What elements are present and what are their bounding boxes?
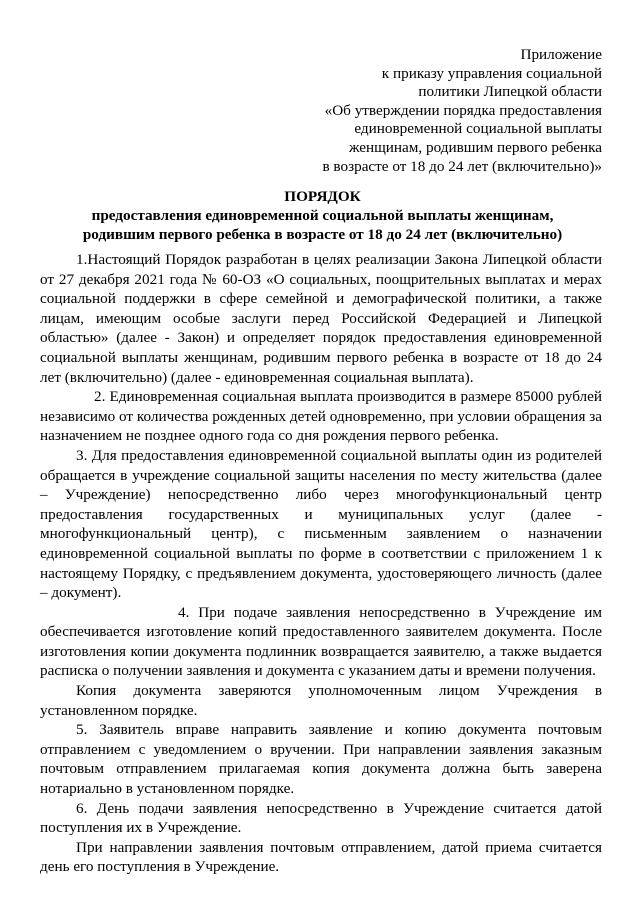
appendix-line: к приказу управления социальной bbox=[381, 64, 602, 82]
title-main: ПОРЯДОК bbox=[284, 188, 361, 205]
paragraph-6: 6. День подачи заявления непосредственно в Учреждение считается датой поступления их в Учреждение. bbox=[40, 799, 602, 837]
title-subtitle-line: предоставления единовременной социальной выплаты женщинам, bbox=[91, 207, 554, 224]
paragraph-1: 1.Настоящий Порядок разработан в целях реализации Закона Липецкой области от 27 декабря 2021 года № 60-ОЗ «О социальных, поощрительных выплатах и мерах социальной поддержки в сфере семейной и демографической политики, а также лицам, имеющим особые заслуги перед Российской Федерацией и Липецкой областью» (далее - Закон) и определяет порядок предоставления единовременной социальной выплаты женщинам, родившим первого ребенка в возрасте от 18 до 24 лет (включительно) (далее - единовременная социальная выплата). bbox=[40, 251, 602, 386]
paragraph-2: 2. Единовременная социальная выплата производится в размере 85000 рублей независимо от количества рожденных детей одновременно, при условии обращения за назначением не позднее одного года со дня рождения первого ребенка. bbox=[40, 388, 602, 445]
paragraph-3: 3. Для предоставления единовременной социальной выплаты один из родителей обращается в учреждение социальной защиты населения по месту жительства (далее – Учреждение) непосредственно либо через многофункциональный центр предоставления государственных и муниципальных услуг (далее - многофункциональный центр), с письменным заявлением о назначении единовременной социальной выплаты по форме в соответствии с приложением 1 к настоящему Порядку, с предъявлением документа, удостоверяющего личность (далее – документ). bbox=[40, 446, 602, 602]
document-body bbox=[40, 250, 602, 877]
paragraph-6-continued: При направлении заявления почтовым отправлением, датой приема считается день его поступления в Учреждение. bbox=[40, 838, 602, 876]
appendix-line: единовременной социальной выплаты bbox=[354, 120, 602, 138]
appendix-line: Приложение bbox=[520, 46, 602, 63]
paragraph-4-continued: Копия документа заверяются уполномоченным лицом Учреждения в установленном порядке. bbox=[40, 682, 602, 719]
title-subtitle-line: родившим первого ребенка в возрасте от 18 до 24 лет (включительно) bbox=[82, 226, 563, 243]
appendix-line: «Об утверждении порядка предоставления bbox=[324, 101, 602, 119]
appendix-line: политики Липецкой области bbox=[418, 83, 602, 101]
appendix-header bbox=[272, 46, 602, 176]
appendix-line: женщинам, родившим первого ребенка bbox=[348, 138, 602, 156]
document-title bbox=[40, 187, 605, 244]
appendix-line: в возрасте от 18 до 24 лет (включительно)» bbox=[322, 157, 602, 175]
paragraph-4: 4. При подаче заявления непосредственно в Учреждение им обеспечивается изготовление копий предоставленного заявителем документа. После изготовления копии документа подлинник возвращается заявителю, а также выдается расписка о получении заявления и документа с указанием даты и времени получения. bbox=[40, 603, 602, 680]
paragraph-5: 5. Заявитель вправе направить заявление и копию документа почтовым отправлением с уведомлением о вручении. При направлении заявления заказным почтовым отправлением прилагаемая копия документа должна быть заверена нотариально в установленном порядке. bbox=[40, 721, 602, 798]
